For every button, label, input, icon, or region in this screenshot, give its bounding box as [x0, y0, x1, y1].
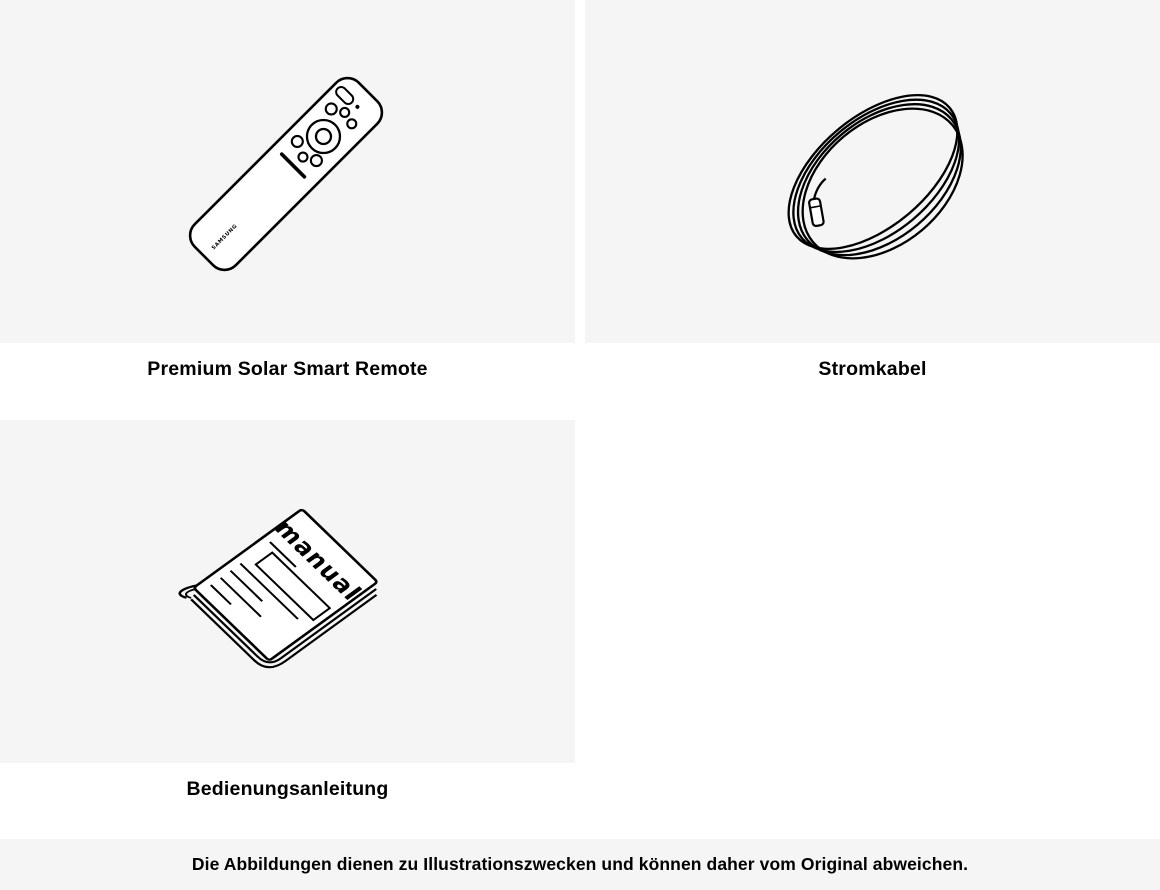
remote-brand-text: SAMSUNG: [210, 222, 239, 251]
tile-row-2: [0, 420, 1160, 763]
caption-row-2: [0, 763, 1160, 839]
disclaimer-bar: [0, 839, 1160, 890]
empty-cell: [585, 420, 1160, 763]
disclaimer-text: Die Abbildungen dienen zu Illustrationszwecken und können daher vom Original abweichen.: [191, 854, 969, 874]
manual-tile: [0, 420, 575, 763]
caption-row-1: [0, 343, 1160, 420]
tile-row-1: [0, 0, 1160, 343]
power-cable-label: Stromkabel: [818, 358, 927, 380]
remote-control-icon: [98, 22, 478, 322]
manual-label: Bedienungsanleitung: [186, 778, 389, 800]
power-cable-icon: [683, 22, 1063, 322]
empty-caption: [585, 763, 1160, 839]
power-cable-tile: [585, 0, 1160, 343]
user-manual-icon: [98, 442, 478, 742]
remote-tile: [0, 0, 575, 343]
plug-connector: [805, 178, 833, 226]
manual-cover-text: manual: [268, 515, 367, 606]
remote-label: Premium Solar Smart Remote: [147, 358, 428, 380]
